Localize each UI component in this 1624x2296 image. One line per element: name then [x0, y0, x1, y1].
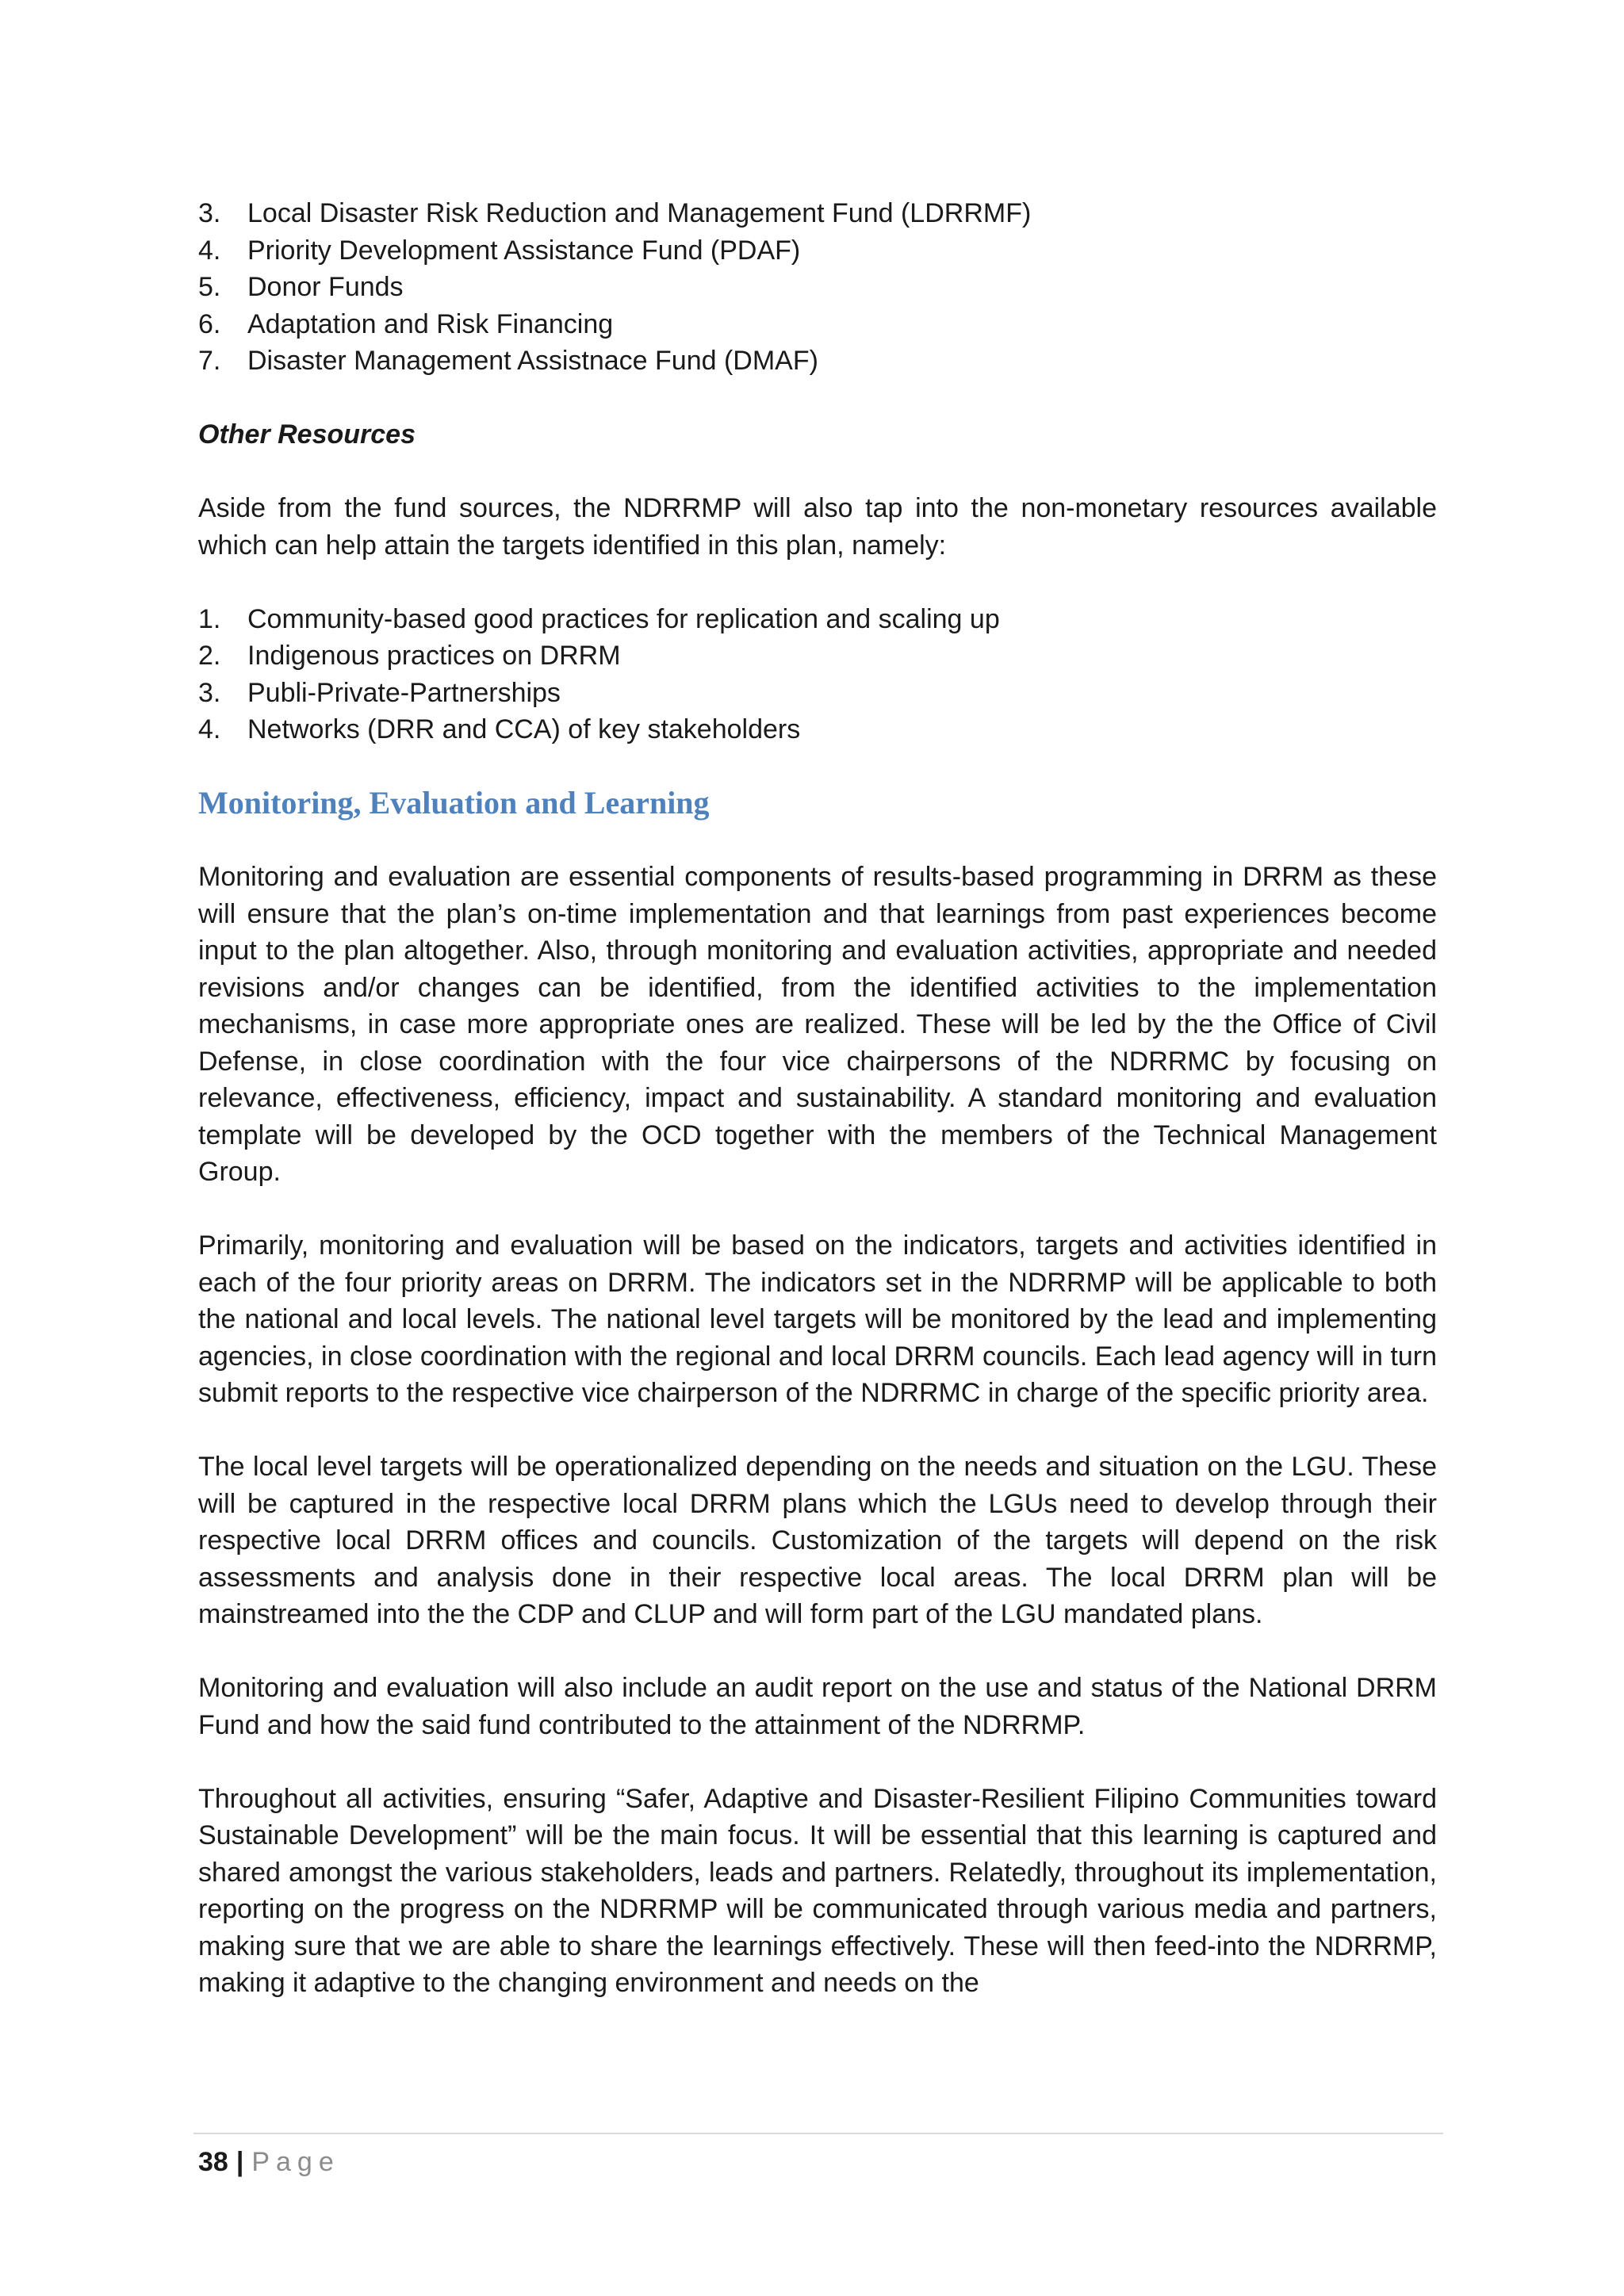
- list-text: Local Disaster Risk Reduction and Management Fund (LDRRMF): [247, 198, 1032, 228]
- list-item: [198, 342, 1437, 380]
- paragraph: Primarily, monitoring and evaluation will be based on the indicators, targets and activities identified in each of the four priority areas on DRRM. The indicators set in the NDRRMP will be applicable to both the national and local levels. The national level targets will be monitored by the lead and implementing agencies, in close coordination with the regional and local DRRM councils. Each lead agency will in turn submit reports to the respective vice chairperson of the NDRRMC in charge of the specific priority area.: [198, 1230, 1437, 1408]
- other-resources-subheading: Other Resources: [198, 419, 416, 450]
- page-label: Page: [251, 2147, 340, 2177]
- list-item: [198, 675, 1437, 712]
- footer-separator: |: [236, 2147, 244, 2177]
- list-item: [198, 269, 1437, 306]
- list-text: Publi-Private-Partnerships: [247, 677, 561, 708]
- list-number: 7.: [198, 346, 221, 376]
- list-number: 5.: [198, 272, 221, 302]
- page-footer: [193, 2133, 1443, 2180]
- list-item: [198, 306, 1437, 343]
- list-item: [198, 637, 1437, 675]
- other-resources-intro: Aside from the fund sources, the NDRRMP will also tap into the non-monetary resources available which can help attain the targets identified in this plan, namely:: [198, 493, 1437, 561]
- fund-sources-list: [198, 195, 1437, 380]
- list-text: Community-based good practices for replication and scaling up: [247, 603, 1000, 634]
- list-text: Priority Development Assistance Fund (PDAF): [247, 235, 801, 266]
- list-number: 4.: [198, 714, 221, 744]
- list-number: 3.: [198, 677, 221, 708]
- list-item: [198, 601, 1437, 638]
- list-text: Indigenous practices on DRRM: [247, 641, 621, 671]
- section-heading: Monitoring, Evaluation and Learning: [198, 785, 710, 821]
- list-number: 6.: [198, 308, 221, 339]
- list-number: 3.: [198, 198, 221, 228]
- list-item: [198, 232, 1437, 270]
- paragraph: The local level targets will be operationalized depending on the needs and situation on the LGU. These will be captured in the respective local DRRM plans which the LGUs need to develop through their respective local DRRM offices and councils. Customization of the targets will depend on the risk assessments and analysis done in their respective local areas. The local DRRM plan will be mainstreamed into the the CDP and CLUP and will form part of the LGU mandated plans.: [198, 1452, 1437, 1629]
- list-number: 1.: [198, 603, 221, 634]
- list-text: Donor Funds: [247, 272, 404, 302]
- paragraph: Monitoring and evaluation will also include an audit report on the use and status of the National DRRM Fund and how the said fund contributed to the attainment of the NDRRMP.: [198, 1673, 1437, 1740]
- other-resources-list: [198, 601, 1437, 748]
- paragraph: Monitoring and evaluation are essential components of results-based programming in DRRM as these will ensure that the plan’s on-time implementation and that learnings from past experiences become input to the plan altogether. Also, through monitoring and evaluation activities, appropriate and needed revisions and/or changes can be identified, from the identified activities to the implementation mechanisms, in case more appropriate ones are realized. These will be led by the the Office of Civil Defense, in close coordination with the four vice chairpersons of the NDRRMC by focusing on relevance, effectiveness, efficiency, impact and sustainability. A standard monitoring and evaluation template will be developed by the OCD together with the members of the Technical Management Group.: [198, 862, 1437, 1187]
- list-text: Networks (DRR and CCA) of key stakeholders: [247, 714, 801, 744]
- page-content: [198, 195, 1437, 2002]
- list-number: 4.: [198, 235, 221, 266]
- paragraph: Throughout all activities, ensuring “Safer, Adaptive and Disaster-Resilient Filipino Communities toward Sustainable Development” will be the main focus. It will be essential that this learning is captured and shared amongst the various stakeholders, leads and partners. Relatedly, throughout its implementation, reporting on the progress on the NDRRMP will be communicated through various media and partners, making sure that we are able to share the learnings effectively. These will then feed-into the NDRRMP, making it adaptive to the changing environment and needs on the: [198, 1783, 1437, 1998]
- list-number: 2.: [198, 641, 221, 671]
- list-text: Adaptation and Risk Financing: [247, 308, 614, 339]
- list-item: [198, 711, 1437, 748]
- list-text: Disaster Management Assistnace Fund (DMAF): [247, 346, 818, 376]
- list-item: [198, 195, 1437, 232]
- page-number: 38: [198, 2147, 228, 2177]
